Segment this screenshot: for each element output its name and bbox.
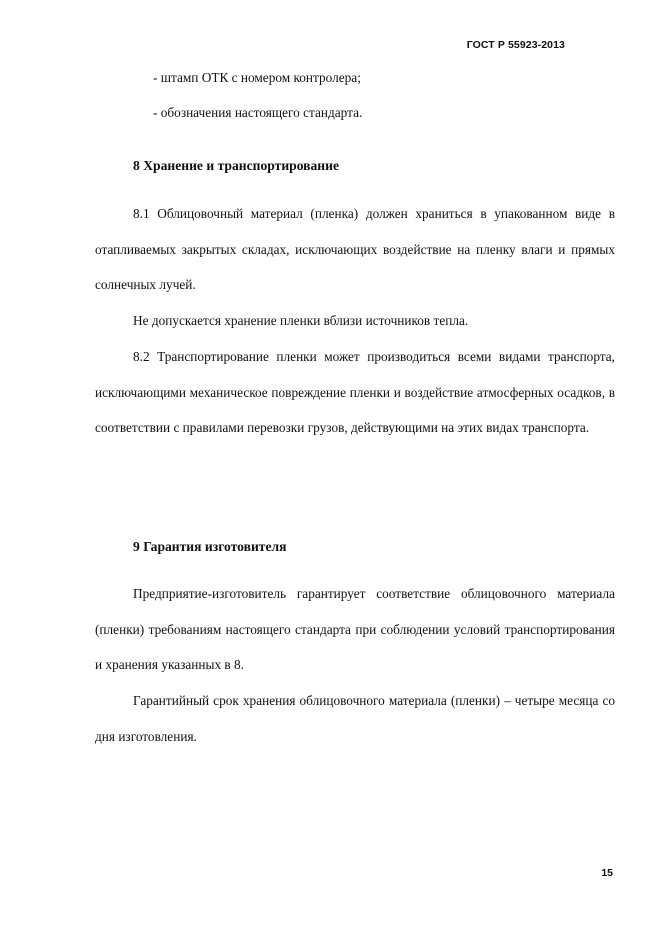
section-8-paragraph-2: Не допускается хранение пленки вблизи источников тепла. [133,313,469,328]
list-item: - штамп ОТК с номером контролера; [153,70,361,85]
section-9-heading: 9 Гарантия изготовителя [133,539,287,554]
section-8-paragraph-3: 8.2 Транспортирование пленки может производиться всеми видами транспорта, исключающими механическое повреждение пленки и воздействие атмосферных осадков, в соответствии с правилами перевозки грузов, действующими на этих видах транспорта. [95,349,615,436]
section-9-paragraph-1: Предприятие-изготовитель гарантирует соответствие облицовочного материала (пленки) требованиям настоящего стандарта при соблюдении условий транспортирования и хранения указанных в 8. [95,586,615,673]
section-8-paragraph-1: 8.1 Облицовочный материал (пленка) должен храниться в упакованном виде в отапливаемых закрытых складах, исключающих воздействие на пленку влаги и прямых солнечных лучей. [95,206,615,293]
list-item: - обозначения настоящего стандарта. [153,105,363,120]
document-code-header: ГОСТ Р 55923-2013 [466,39,565,51]
section-9-paragraph-2: Гарантийный срок хранения облицовочного материала (пленки) – четыре месяца со дня изготовления. [95,693,615,744]
page-number: 15 [601,867,613,879]
section-8-heading: 8 Хранение и транспортирование [133,158,340,173]
